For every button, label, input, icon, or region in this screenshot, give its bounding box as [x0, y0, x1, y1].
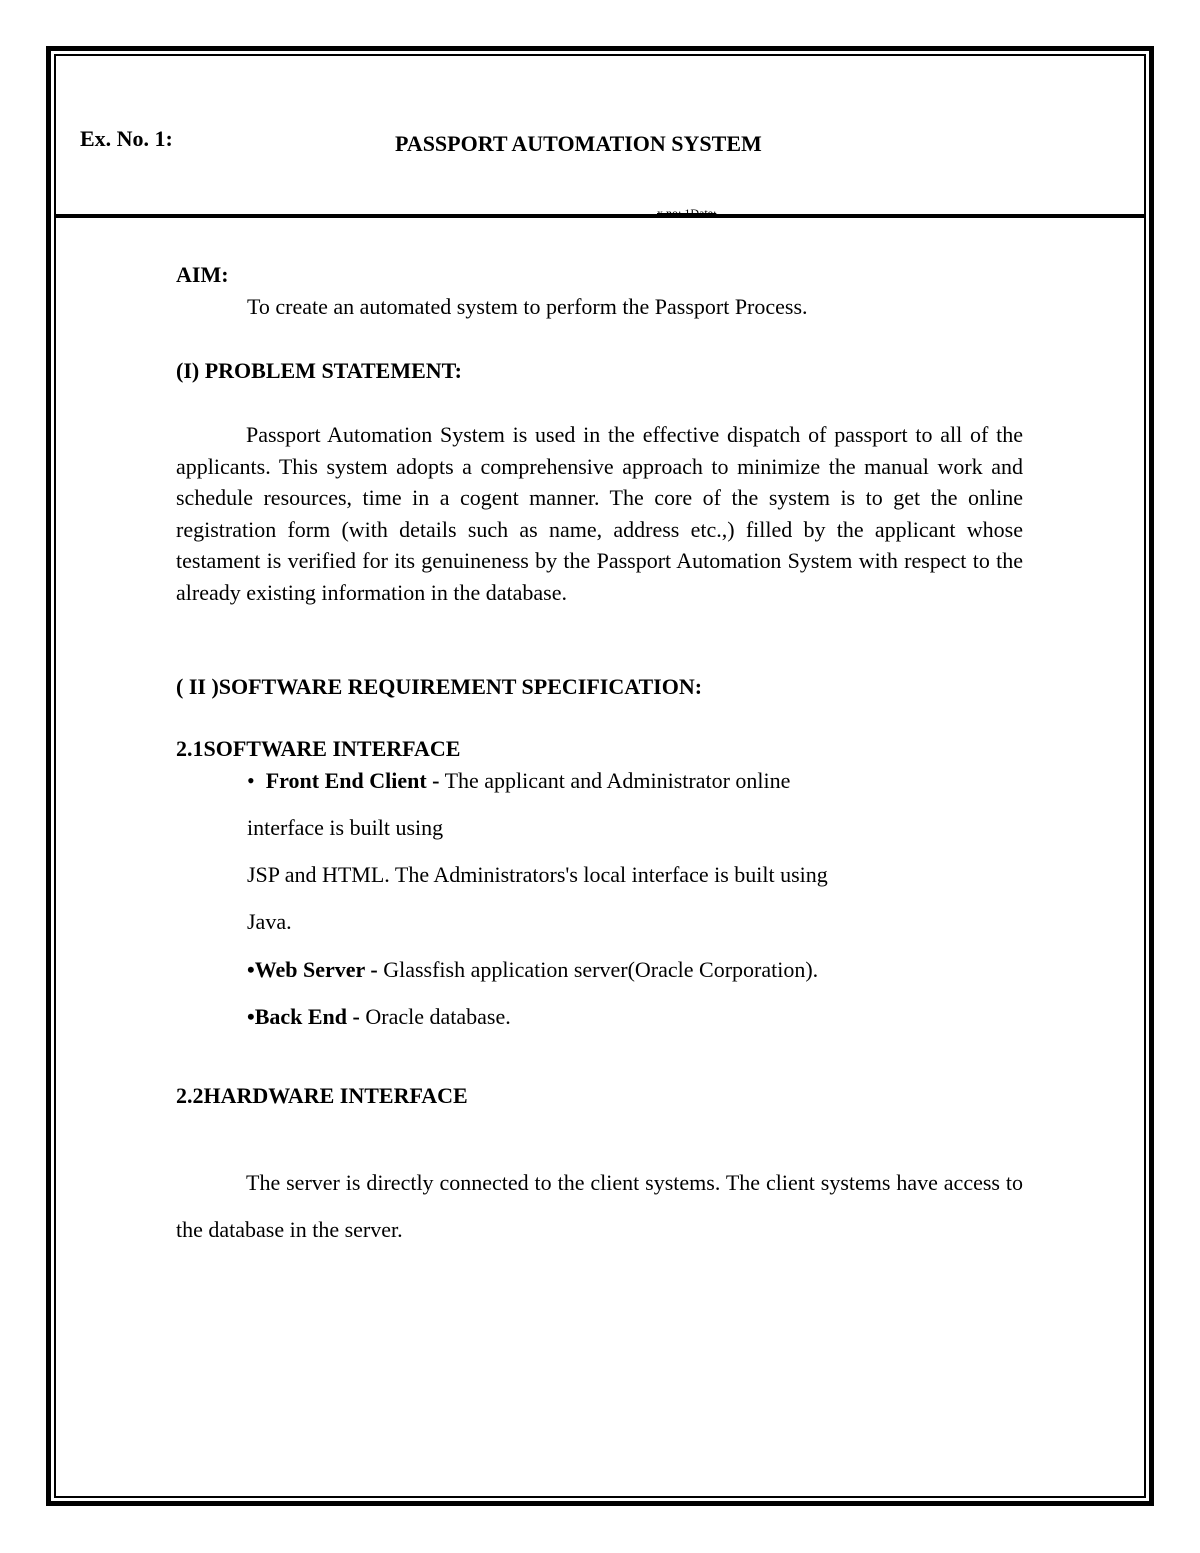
hardware-interface-heading: 2.2HARDWARE INTERFACE — [176, 1083, 468, 1108]
document-title: PASSPORT AUTOMATION SYSTEM — [395, 131, 762, 156]
web-server-item — [247, 957, 818, 983]
header-divider — [56, 214, 1144, 218]
back-end-text: Oracle database. — [359, 1004, 511, 1029]
back-end-label: •Back End - — [247, 1004, 360, 1029]
front-end-line-2: interface is built using — [247, 815, 444, 840]
front-end-text: The applicant and Administrator online — [439, 768, 791, 793]
problem-statement-text: Passport Automation System is used in the effective dispatch of passport to all of the applicants. This system adopts a comprehensive approach to minimize the manual work and schedule resources, time in a cogent manner. The core of the system is to get the online registration form (with details such as name, address etc.,) filled by the applicant whose testament is verified for its genuineness by the Passport Automation System with respect to the already existing information in the database. — [176, 422, 1023, 605]
front-end-label: Front End Client - — [265, 768, 440, 793]
srs-heading: ( II )SOFTWARE REQUIREMENT SPECIFICATION: — [176, 674, 703, 699]
exercise-number: Ex. No. 1: — [80, 126, 173, 151]
problem-statement-heading: (I) PROBLEM STATEMENT: — [176, 358, 463, 383]
bullet-icon: • — [247, 768, 255, 793]
front-end-item — [247, 768, 790, 794]
date-tag: x no: 1Date: — [657, 206, 717, 220]
aim-heading: AIM: — [176, 262, 229, 287]
front-end-line-3: JSP and HTML. The Administrators's local interface is built using — [247, 862, 828, 887]
front-end-line-4: Java. — [247, 909, 292, 934]
hardware-interface-text: The server is directly connected to the client systems. The client systems have access to the database in the server. — [176, 1170, 1023, 1242]
web-server-text: Glassfish application server(Oracle Corporation). — [377, 957, 819, 982]
web-server-label: •Web Server - — [247, 957, 378, 982]
back-end-item — [247, 1004, 511, 1030]
software-interface-heading: 2.1SOFTWARE INTERFACE — [176, 736, 461, 761]
aim-text: To create an automated system to perform the Passport Process. — [247, 294, 808, 319]
